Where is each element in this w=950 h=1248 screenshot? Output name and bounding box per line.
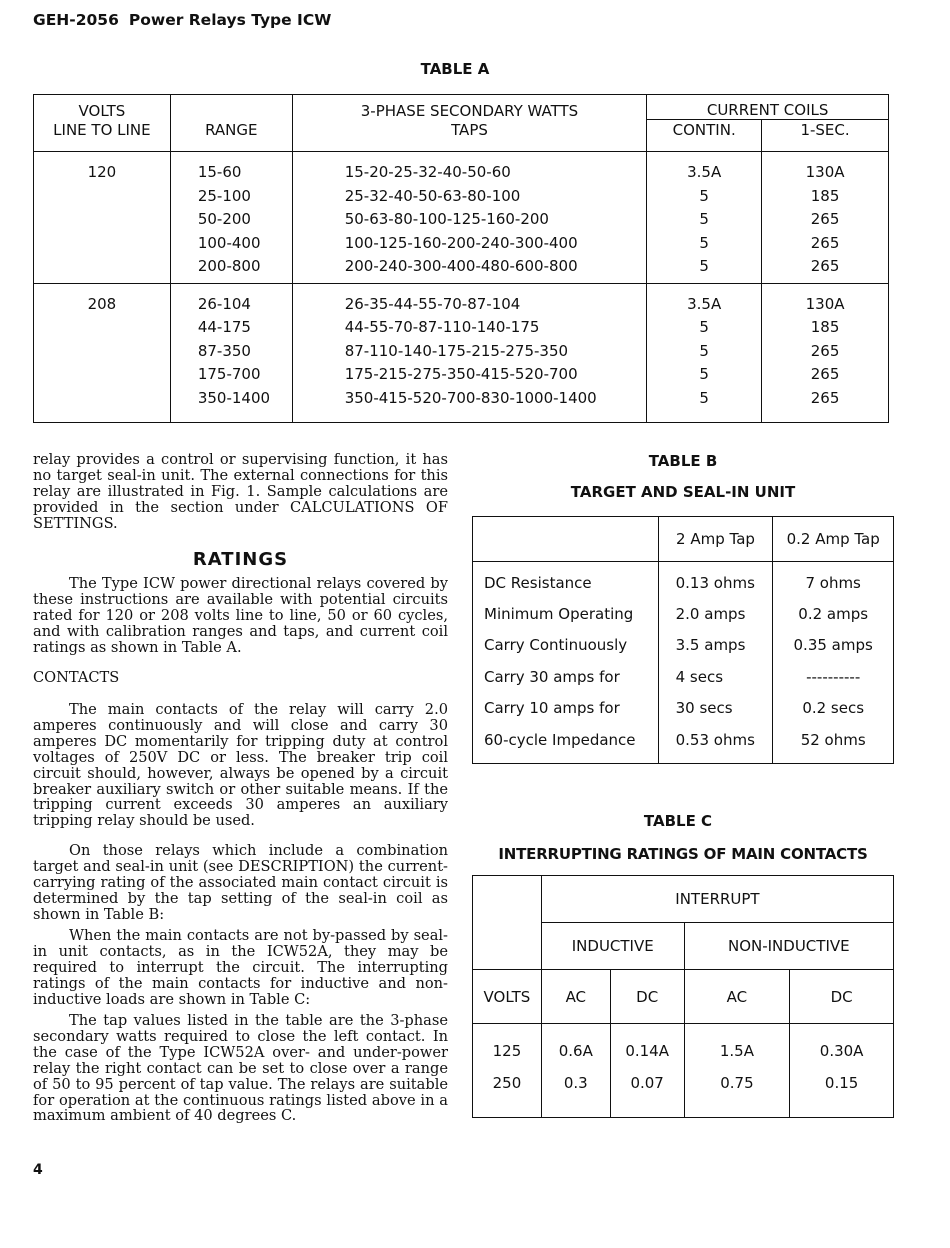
tap-values-paragraph: The tap values listed in the table are the 3-phase secondary watts required to close the left contact. In the case of the Type ICW52A over- and under-power relay the right contact can be set to close over a range of 50 to 95 percent of tap value. The relays are suitable for operation at the continuous ratings listed above in a maximum ambient of 40 degrees C. [33,1012,448,1125]
table-row: 120 15-60 25-100 50-200 100-400 200-800 15-20-25-32-40-50-60 25-32-40-50-63-80-100 50-63-80-100-125-160-200 100-125-160-200-240-300-400 200-240-300-400-480-600-800 3.5A 5 5 5 5 130A 185 265 265 265 [34,152,889,284]
col-current-coils: CURRENT COILS [647,95,889,120]
page-header [33,11,331,29]
table-row: 208 26-104 44-175 87-350 175-700 350-1400 26-35-44-55-70-87-104 44-55-70-87-110-140-175 87-110-140-175-215-275-350 175-215-275-350-415-520-700 350-415-520-700-830-1000-1400 3.5A 5 5 5 5 130A 185 265 265 265 [34,283,889,423]
table-a-title: TABLE A [420,60,490,78]
ind-ac-header: AC [541,970,610,1024]
table-row: Minimum Operating 2.0 amps 0.2 amps [473,598,894,629]
table-b-title: TABLE B [648,452,718,470]
doc-code: GEH-2056 [33,11,119,29]
non-ac-header: AC [684,970,790,1024]
col-watts: 3-PHASE SECONDARY WATTS [292,95,647,120]
table-row: Carry 10 amps for 30 secs 0.2 secs [473,693,894,724]
ratings-paragraph: The Type ICW power directional relays covered by these instructions are available with potential circuits rated for 120 or 208 volts line to line, 50 or 60 cycles, and with calibration ranges and taps, and current coil ratings as shown in Table A. [33,575,448,656]
table-row: 125 0.6A 0.14A 1.5A 0.30A [473,1024,894,1068]
col-2-amp-tap: 2 Amp Tap [658,517,773,562]
volts-header: VOLTS [473,970,542,1024]
table-row: 60-cycle Impedance 0.53 ohms 52 ohms [473,724,894,764]
inductive-header: INDUCTIVE [541,923,684,970]
table-row: 250 0.3 0.07 0.75 0.15 [473,1068,894,1118]
table-c-subtitle: INTERRUPTING RATINGS OF MAIN CONTACTS [498,845,868,863]
doc-title: Power Relays Type ICW [128,11,332,29]
interrupt-header: INTERRUPT [541,876,893,923]
table-row: Carry 30 amps for 4 secs ---------- [473,661,894,692]
col-line-to-line: LINE TO LINE [34,120,171,152]
table-a [33,94,889,423]
table-row: DC Resistance 0.13 ohms 7 ohms [473,562,894,599]
ind-dc-header: DC [610,970,684,1024]
col-volts: VOLTS [78,101,126,120]
col-range: RANGE [170,120,292,152]
col-taps: TAPS [292,120,647,152]
col-0-2-amp-tap: 0.2 Amp Tap [773,517,894,562]
col-contin: CONTIN. [647,120,762,152]
seal-in-paragraph: On those relays which include a combination target and seal-in unit (see DESCRIPTION) the current-carrying rating of the associated main contact circuit is determined by the tap setting of the seal-in coil as shown in Table B: [33,842,448,923]
table-b [472,516,894,764]
table-c [472,875,894,1118]
contacts-paragraph: The main contacts of the relay will carry 2.0 amperes continuously and will close and carry 30 amperes DC momentarily for tripping duty at control voltages of 250V DC or less. The breaker trip coil circuit should, however, always be opened by a circuit breaker auxiliary switch or other suitable means. If the tripping current exceeds 30 amperes an auxiliary tripping relay should be used. [33,701,448,830]
intro-paragraph: relay provides a control or supervising function, it has no target seal-in unit. The external connections for this relay are illustrated in Fig. 1. Sample calculations are provided in the section under CALCULATIONS OF SETTINGS. [33,451,448,532]
page-number: 4 [33,1162,43,1178]
table-row: Carry Continuously 3.5 amps 0.35 amps [473,630,894,661]
table-b-subtitle: TARGET AND SEAL-IN UNIT [570,483,796,501]
col-1sec: 1-SEC. [762,120,889,152]
interrupt-paragraph: When the main contacts are not by-passed by seal-in unit contacts, as in the ICW52A, they may be required to interrupt the circuit. The interrupting ratings of the main contacts for inductive and non-inductive loads are shown in Table C: [33,927,448,1008]
non-dc-header: DC [790,970,894,1024]
non-inductive-header: NON-INDUCTIVE [684,923,893,970]
contacts-heading: CONTACTS [33,669,120,686]
ratings-heading: RATINGS [192,549,289,570]
table-c-title: TABLE C [643,812,713,830]
